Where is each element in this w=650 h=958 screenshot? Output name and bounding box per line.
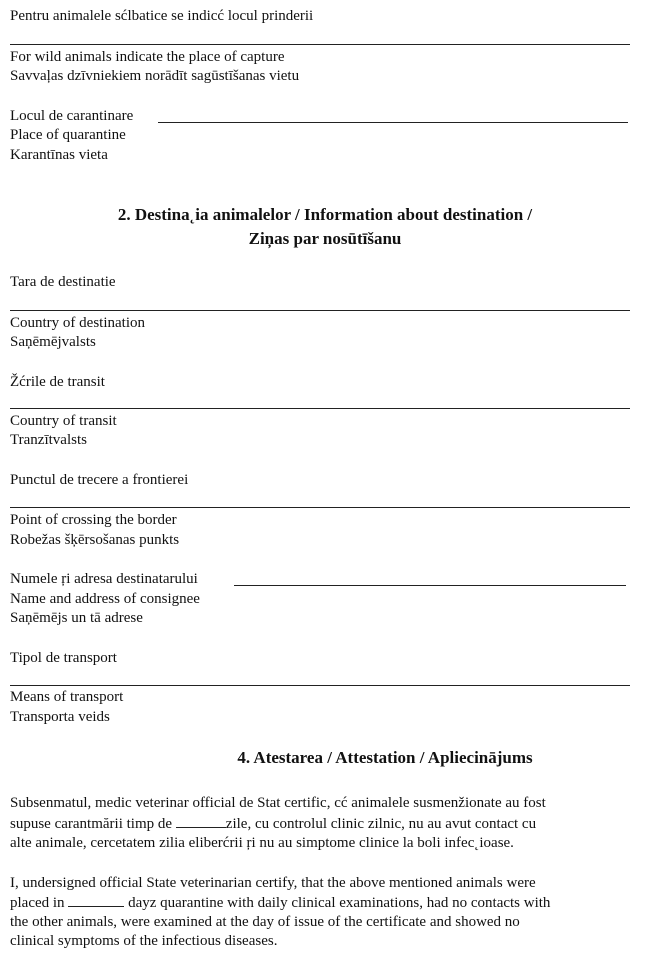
transit-input-line[interactable] <box>10 408 630 409</box>
destination-label-en: Country of destination <box>10 315 145 331</box>
attestation-ro-line1: Subsenmatul, medic veterinar official de Stat certific, cć animalele susmenžionate au fost <box>10 795 546 811</box>
attestation-en-line2-b: dayz quarantine with daily clinical examinations, had no contacts with <box>128 895 551 911</box>
attestation-en-line4: clinical symptoms of the infectious diseases. <box>10 933 278 949</box>
attestation-en-line2-a: placed in <box>10 895 65 911</box>
destination-label-ro: Tara de destinatie <box>10 274 116 290</box>
quarantine-label-ro: Locul de carantinare <box>10 108 134 124</box>
transit-label-en: Country of transit <box>10 413 117 429</box>
section2-heading-line1: 2. Destina˛ia animalelor / Information about destination / <box>117 205 533 224</box>
transport-label-lv: Transporta veids <box>10 709 110 725</box>
quarantine-input-line[interactable] <box>158 122 628 123</box>
capture-label-lv: Savvaļas dzīvniekiem norādīt sagūstīšanas vietu <box>10 68 300 84</box>
quarantine-label-lv: Karantīnas vieta <box>10 147 108 163</box>
attestation-ro-line3: alte animale, cercetatem zilia eliberćrii ŗi nu au simptome clinice la boli infec˛ioase. <box>10 835 514 851</box>
attestation-en-line3: the other animals, were examined at the day of issue of the certificate and showed no <box>10 914 520 930</box>
consignee-label-en: Name and address of consignee <box>10 591 200 607</box>
border-label-ro: Punctul de trecere a frontierei <box>10 472 189 488</box>
consignee-input-line[interactable] <box>234 585 626 586</box>
attestation-ro-line2 <box>10 813 536 834</box>
consignee-label-ro: Numele ŗi adresa destinatarului <box>10 571 198 587</box>
transport-label-en: Means of transport <box>10 689 124 705</box>
attestation-en-line1: I, undersigned official State veterinarian certify, that the above mentioned animals were <box>10 875 536 891</box>
capture-label-en: For wild animals indicate the place of capture <box>10 49 285 65</box>
quarantine-label-en: Place of quarantine <box>10 127 126 143</box>
transit-label-ro: Žćrile de transit <box>10 374 105 390</box>
section4-heading: 4. Atestarea / Attestation / Apliecinājums <box>237 748 533 767</box>
attestation-en-line2 <box>10 892 550 913</box>
border-label-en: Point of crossing the border <box>10 512 177 528</box>
destination-input-line[interactable] <box>10 310 630 311</box>
quarantine-days-en-input[interactable] <box>68 892 124 907</box>
attestation-ro-line2-b: zile, cu controlul clinic zilnic, nu au avut contact cu <box>225 816 537 832</box>
section2-heading-line2: Ziņas par nosūtīšanu <box>248 229 402 248</box>
quarantine-days-ro-input[interactable] <box>176 813 226 828</box>
attestation-ro-line2-a: supuse carantmării timp de <box>10 816 173 832</box>
transport-input-line[interactable] <box>10 685 630 686</box>
destination-label-lv: Saņēmējvalsts <box>10 334 96 350</box>
border-label-lv: Robežas šķērsošanas punkts <box>10 532 180 548</box>
capture-label-ro: Pentru animalele sćlbatice se indicć locul prinderii <box>10 8 314 24</box>
capture-input-line[interactable] <box>10 44 630 45</box>
transit-label-lv: Tranzītvalsts <box>10 432 87 448</box>
border-input-line[interactable] <box>10 507 630 508</box>
transport-label-ro: Tipol de transport <box>10 650 117 666</box>
consignee-label-lv: Saņēmējs un tā adrese <box>10 610 143 626</box>
